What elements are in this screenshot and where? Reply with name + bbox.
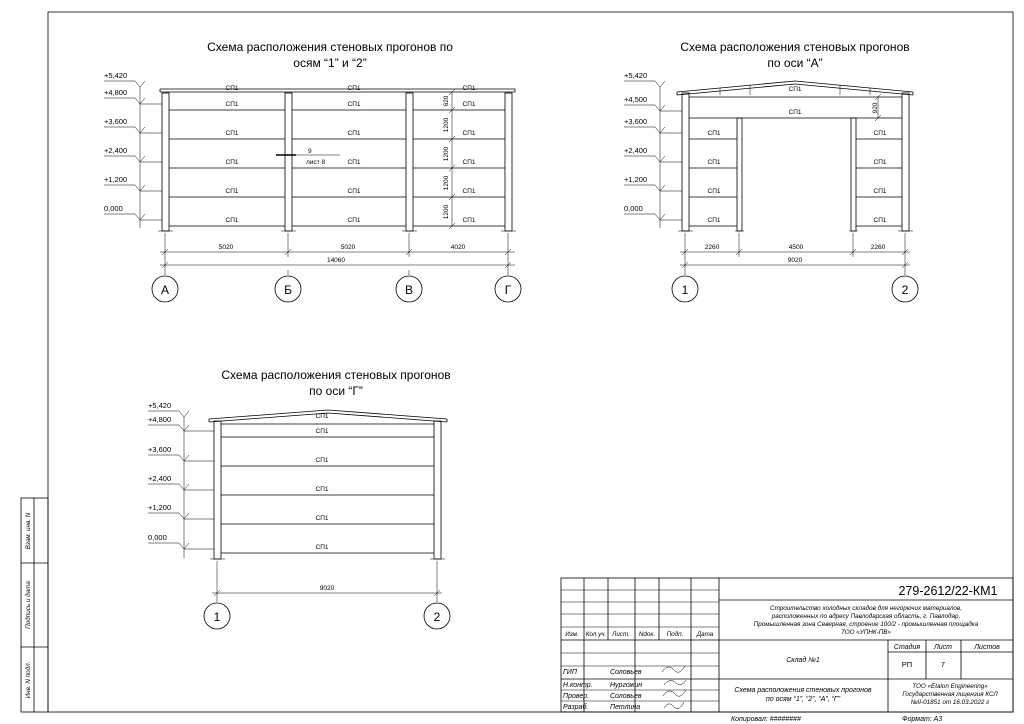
side-stamp-sign-date: Подпись и дата [25,581,32,629]
purlin-label: СП1 [462,217,476,224]
purlin-label: СП1 [462,130,476,137]
title-block [561,578,1013,712]
axis-label: Г [504,283,512,297]
signature-mark [662,666,686,709]
spacing-dim: 1200 [443,204,450,220]
person-name: Нургожин [610,682,643,689]
purlin-label: СП1 [225,159,239,166]
purlin-label: СП1 [707,159,721,166]
person-name: Соловьев [610,669,642,676]
purlin-label: СП1 [462,159,476,166]
door-post [851,118,856,231]
company-line: Государственная лицензия КСЛ [902,691,998,698]
purlin-lines [169,110,505,226]
axis-markers [204,598,450,629]
spacing-dim: 1200 [443,117,450,133]
stage-value: РП [901,660,913,669]
axis-markers [672,270,918,302]
purlin-label: СП1 [788,86,802,93]
elevation-label: +1,200 [624,175,648,184]
view-axis-g-elevations [148,401,214,558]
person-name: Петлина [610,704,641,711]
purlin-label: СП1 [347,101,361,108]
person-role: Н.контр. [563,682,593,689]
object-name: Склад №1 [786,657,820,664]
column [902,93,909,231]
side-stamp-replace-inv: Взам. инв. N [25,512,32,550]
spacing-dim: 1200 [443,146,450,162]
view-axes-1-2-elevations [104,71,162,228]
axis-label: В [404,283,414,297]
span-dim: 4020 [450,244,466,251]
total-dim: 14060 [326,257,346,264]
elevation-label: +3,600 [624,117,648,126]
elevation-label: +2,400 [624,146,648,155]
purlin-label: СП1 [347,85,361,92]
elevation-label: +3,600 [148,445,172,454]
total-dim: 9020 [319,585,335,592]
elevation-label: +4,800 [104,88,128,97]
copied-by: Копировал: ######## [731,716,801,723]
column [434,421,441,559]
purlin-label: СП1 [347,217,361,224]
elevation-label: 0,000 [104,204,123,213]
drawing-title-line-1: Схема расположения стеновых прогонов [734,687,872,694]
company-line: №II-01851 от 16.03.2022 г [910,699,990,706]
column-header: Кол.уч. [585,631,607,638]
spacing-dimensions [872,94,881,121]
purlin-label: СП1 [873,130,887,137]
purlin-labels [708,86,887,224]
view-axes-1-2-title-line-1: Схема расположения стеновых прогонов по [207,40,453,54]
purlin-label: СП1 [788,109,802,116]
span-dim: 2260 [870,244,886,251]
spacing-dim: 920 [872,102,879,114]
purlin-label: СП1 [707,130,721,137]
span-dimensions [212,561,442,598]
view-axis-a-title-line-1: Схема расположения стеновых прогонов [680,40,910,54]
purlin-labels [316,413,329,551]
project-line: Промышленная зона Северная, строение 100/2 - промышленная площадка [753,621,979,628]
column [214,421,221,559]
axis-markers [152,270,521,302]
column [505,93,512,231]
callout-number: 9 [308,148,312,155]
side-stamp [21,498,48,712]
elevation-label: +2,400 [104,146,128,155]
column-header: Лист. [612,631,630,638]
elevation-label: +1,200 [148,503,172,512]
elevation-label: +1,200 [104,175,128,184]
column [162,93,169,231]
signatories [563,666,686,711]
purlin-label: СП1 [462,188,476,195]
span-dim: 4500 [788,244,804,251]
stage-header: Стадия [893,644,921,651]
section-callout [276,148,340,166]
purlin-label: СП1 [347,188,361,195]
view-axis-a [624,40,918,302]
purlin-label: СП1 [315,457,329,464]
column-header: Ndок. [638,631,656,638]
purlin-label: СП1 [225,101,239,108]
purlin-label: СП1 [315,428,329,435]
view-axis-g-title-line-1: Схема расположения стеновых прогонов [221,368,451,382]
elevation-label: +4,500 [624,95,648,104]
elevation-label: +5,420 [624,71,648,80]
purlin-label: СП1 [873,188,887,195]
person-role: Провер. [563,693,590,700]
spacing-dim: 1200 [443,175,450,191]
door-post [737,118,742,231]
column [406,93,413,231]
purlin-label: СП1 [873,159,887,166]
span-dimensions [160,233,515,270]
view-axes-1-2 [104,40,521,302]
axis-label: 1 [213,610,221,624]
sheet-value: 7 [940,660,946,669]
axis-label: Б [284,283,292,297]
column-header: Подп. [666,631,684,638]
view-axis-g [148,368,451,629]
purlin-label: СП1 [225,85,239,92]
axis-label: 1 [681,283,689,297]
purlin-label: СП1 [315,486,329,493]
purlin-label: СП1 [225,188,239,195]
project-line: расположенных по адресу Павлодарская область, г. Павлодар, [771,613,961,620]
purlin-label: СП1 [315,544,329,551]
purlin-label: СП1 [707,217,721,224]
elevation-label: +2,400 [148,474,172,483]
revision-headers [565,630,714,638]
axis-label: 2 [433,610,441,624]
elevation-label: 0,000 [624,204,643,213]
person-role: Разраб. [563,704,589,711]
span-dim: 5020 [218,244,234,251]
sheets-header: Листов [974,644,1000,651]
callout-sheet: лист 8 [306,159,326,166]
purlin-label: СП1 [347,159,361,166]
purlin-labels [226,85,476,224]
purlin-label: СП1 [315,413,329,420]
purlin-label: СП1 [347,130,361,137]
purlin-label: СП1 [462,85,476,92]
span-dim: 5020 [340,244,356,251]
purlin-lines [689,97,902,226]
elevation-label: +3,600 [104,117,128,126]
column [285,93,292,231]
view-axis-a-title-line-2: по оси “А” [767,56,823,70]
purlin-label: СП1 [225,217,239,224]
span-dimensions [680,233,910,270]
sheet-format: Формат: А3 [902,716,943,723]
elevation-label: +5,420 [104,71,128,80]
project-line: Строительство холодных складов для негорючих материалов, [770,605,962,612]
purlin-label: СП1 [462,101,476,108]
drawing-title-line-2: по осям “1”, “2”, “А”, “Г” [765,696,841,703]
project-line: ТОО «УПНК-ПВ» [841,629,891,636]
column [682,93,689,231]
span-dim: 2260 [704,244,720,251]
elevation-label: +5,420 [148,401,172,410]
purlin-label: СП1 [315,515,329,522]
elevation-label: 0,000 [148,533,167,542]
sheet-header: Лист [933,644,953,651]
total-dim: 9020 [787,257,803,264]
company-line: ТОО «Etalon Engineering» [912,683,988,690]
column-header: Дата [696,631,714,638]
view-axes-1-2-title-line-2: осям “1” и “2” [293,56,367,70]
purlin-label: СП1 [707,188,721,195]
view-axis-a-elevations [624,71,682,228]
purlin-label: СП1 [225,130,239,137]
purlin-label: СП1 [873,217,887,224]
column-header: Изм. [565,631,579,638]
axis-label: А [160,283,170,297]
spacing-dim: 620 [443,95,450,107]
axis-label: 2 [901,283,909,297]
person-name: Соловьев [610,693,642,700]
person-role: ГИП [563,669,577,676]
side-stamp-inv-orig: Инв. N подл. [25,661,32,699]
view-axis-g-title-line-2: по оси “Г” [309,384,363,398]
elevation-label: +4,800 [148,415,172,424]
doc-code: 279-2612/22-КМ1 [898,584,998,598]
